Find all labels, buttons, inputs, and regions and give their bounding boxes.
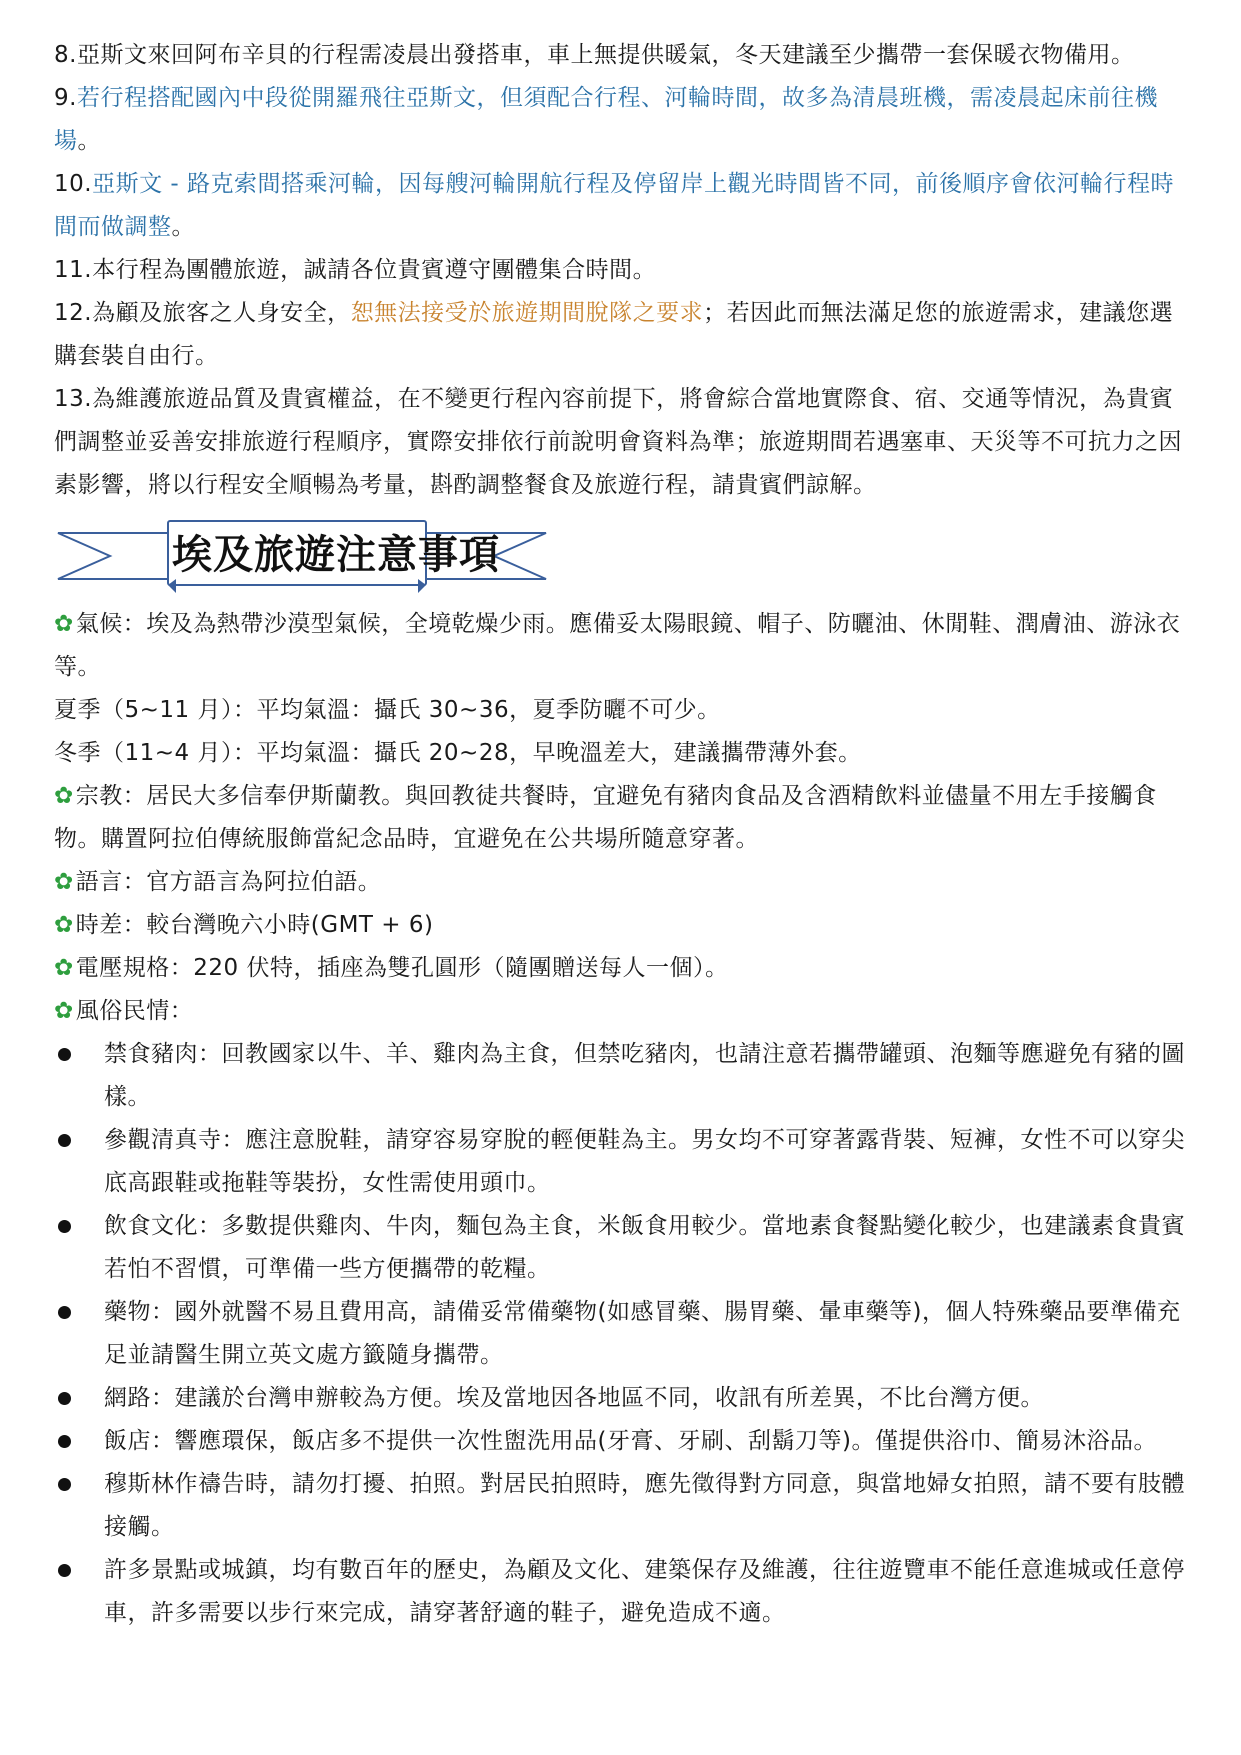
list-item-text: 飲食文化：多數提供雞肉、牛肉，麵包為主食，米飯食用較少。當地素食餐點變化較少，也建議素食貴賓若怕不習慣，可準備一些方便攜帶的乾糧。 (104, 1213, 1185, 1282)
climate-text: 氣候：埃及為熱帶沙漠型氣候，全境乾燥少雨。應備妥太陽眼鏡、帽子、防曬油、休閒鞋、潤膚油、游泳衣等。 (54, 611, 1181, 680)
note-number: 12. (54, 300, 93, 326)
note-text: 本行程為團體旅遊，誠請各位貴賓遵守團體集合時間。 (92, 257, 657, 283)
religion-text: 宗教：居民大多信奉伊斯蘭教。與回教徒共餐時，宜避免有豬肉食品及含酒精飲料並儘量不用左手接觸食物。購置阿拉伯傳統服飾當紀念品時，宜避免在公共場所隨意穿著。 (54, 783, 1157, 852)
note-text: 。 (77, 128, 101, 154)
note-text: 亞斯文 - 路克索間搭乘河輪，因每艘河輪開航行程及停留岸上觀光時間皆不同，前後順序會依河輪行程時間而做調整 (54, 171, 1174, 240)
note-item (54, 77, 1194, 163)
flower-icon: ✿ (54, 912, 74, 938)
customs-text: 風俗民情： (75, 998, 194, 1024)
list-item-text: 網路：建議於台灣申辦較為方便。埃及當地因各地區不同，收訊有所差異，不比台灣方便。 (104, 1385, 1044, 1411)
flower-icon: ✿ (54, 955, 74, 981)
list-item-text: 穆斯林作禱告時，請勿打擾、拍照。對居民拍照時，應先徵得對方同意，與當地婦女拍照，請不要有肢體接觸。 (104, 1471, 1185, 1540)
language-text: 語言：官方語言為阿拉伯語。 (75, 869, 382, 895)
list-item-text: 藥物：國外就醫不易且費用高，請備妥常備藥物(如感冒藥、腸胃藥、暈車藥等)，個人特殊藥品要準備充足並請醫生開立英文處方籤隨身攜帶。 (104, 1299, 1181, 1368)
bullet-icon (58, 1220, 71, 1233)
note-number: 13. (54, 386, 93, 412)
note-text: 為維護旅遊品質及貴賓權益，在不變更行程內容前提下，將會綜合當地實際食、宿、交通等情況，為貴賓們調整並妥善安排旅遊行程順序，實際安排依行前說明會資料為準；旅遊期間若遇塞車、天災等不可抗力之因素影響，將以行程安全順暢為考量，斟酌調整餐食及旅遊行程，請貴賓們諒解。 (54, 386, 1182, 498)
bullet-icon (58, 1435, 71, 1448)
note-text: 若行程搭配國內中段從開羅飛往亞斯文，但須配合行程、河輪時間，故多為清晨班機，需凌晨起床前往機場 (54, 85, 1158, 154)
list-item-text: 許多景點或城鎮，均有數百年的歷史，為顧及文化、建築保存及維護，往往遊覽車不能任意進城或任意停車，許多需要以步行來完成，請穿著舒適的鞋子，避免造成不適。 (104, 1557, 1185, 1626)
flower-icon: ✿ (54, 783, 74, 809)
list-item (54, 1463, 1194, 1549)
itinerary-notes (54, 34, 1194, 507)
note-item (54, 249, 1194, 292)
list-item-text: 參觀清真寺：應注意脫鞋，請穿容易穿脫的輕便鞋為主。男女均不可穿著露背裝、短褲，女性不可以穿尖底高跟鞋或拖鞋等裝扮，女性需使用頭巾。 (104, 1127, 1185, 1196)
note-text: 。 (171, 214, 195, 240)
bullet-icon (58, 1306, 71, 1319)
summer-item: 夏季（5~11 月）：平均氣溫：攝氏 30~36，夏季防曬不可少。 (54, 697, 721, 723)
note-number: 8. (54, 42, 77, 68)
bullet-icon (58, 1048, 71, 1061)
timezone-item (54, 904, 1194, 947)
note-number: 9. (54, 85, 77, 111)
religion-item (54, 775, 1194, 861)
flower-icon: ✿ (54, 869, 74, 895)
banner-title: 埃及旅遊注意事項 (172, 532, 500, 578)
list-item-text: 飯店：響應環保，飯店多不提供一次性盥洗用品(牙膏、牙刷、刮鬍刀等)。僅提供浴巾、簡易沐浴品。 (104, 1428, 1157, 1454)
list-item (54, 1377, 1194, 1420)
voltage-item (54, 947, 1194, 990)
climate-item (54, 603, 1194, 689)
note-item (54, 163, 1194, 249)
note-text: 為顧及旅客之人身安全， (92, 300, 351, 326)
customs-bullet-list (54, 1033, 1194, 1635)
document-page (54, 34, 1194, 1635)
bullet-icon (58, 1478, 71, 1491)
winter-item: 冬季（11~4 月）：平均氣溫：攝氏 20~28，早晚溫差大，建議攜帶薄外套。 (54, 740, 862, 766)
flower-icon: ✿ (54, 611, 74, 637)
language-item (54, 861, 1194, 904)
list-item-text: 禁食豬肉：回教國家以牛、羊、雞肉為主食，但禁吃豬肉，也請注意若攜帶罐頭、泡麵等應避免有豬的圖樣。 (104, 1041, 1185, 1110)
note-number: 11. (54, 257, 93, 283)
customs-item (54, 990, 1194, 1033)
note-text: 恕無法接受於旅遊期間脫隊之要求 (350, 300, 704, 326)
list-item (54, 1033, 1194, 1119)
flower-icon: ✿ (54, 998, 74, 1024)
list-item (54, 1291, 1194, 1377)
bullet-icon (58, 1564, 71, 1577)
note-item (54, 34, 1194, 77)
section-banner (54, 515, 1194, 597)
list-item (54, 1205, 1194, 1291)
note-text: 亞斯文來回阿布辛貝的行程需凌晨出發搭車，車上無提供暖氣，冬天建議至少攜帶一套保暖衣物備用。 (76, 42, 1135, 68)
bullet-icon (58, 1134, 71, 1147)
bullet-icon (58, 1392, 71, 1405)
note-text: ；若因此而無法滿足您的旅遊需求，建議您選購套裝自由行。 (54, 300, 1174, 369)
note-number: 10. (54, 171, 93, 197)
timezone-text: 時差：較台灣晚六小時(GMT + 6) (75, 912, 434, 938)
note-item (54, 378, 1194, 507)
list-item (54, 1119, 1194, 1205)
list-item (54, 1420, 1194, 1463)
list-item (54, 1549, 1194, 1635)
voltage-text: 電壓規格：220 伏特，插座為雙孔圓形（隨團贈送每人一個）。 (75, 955, 729, 981)
note-item (54, 292, 1194, 378)
